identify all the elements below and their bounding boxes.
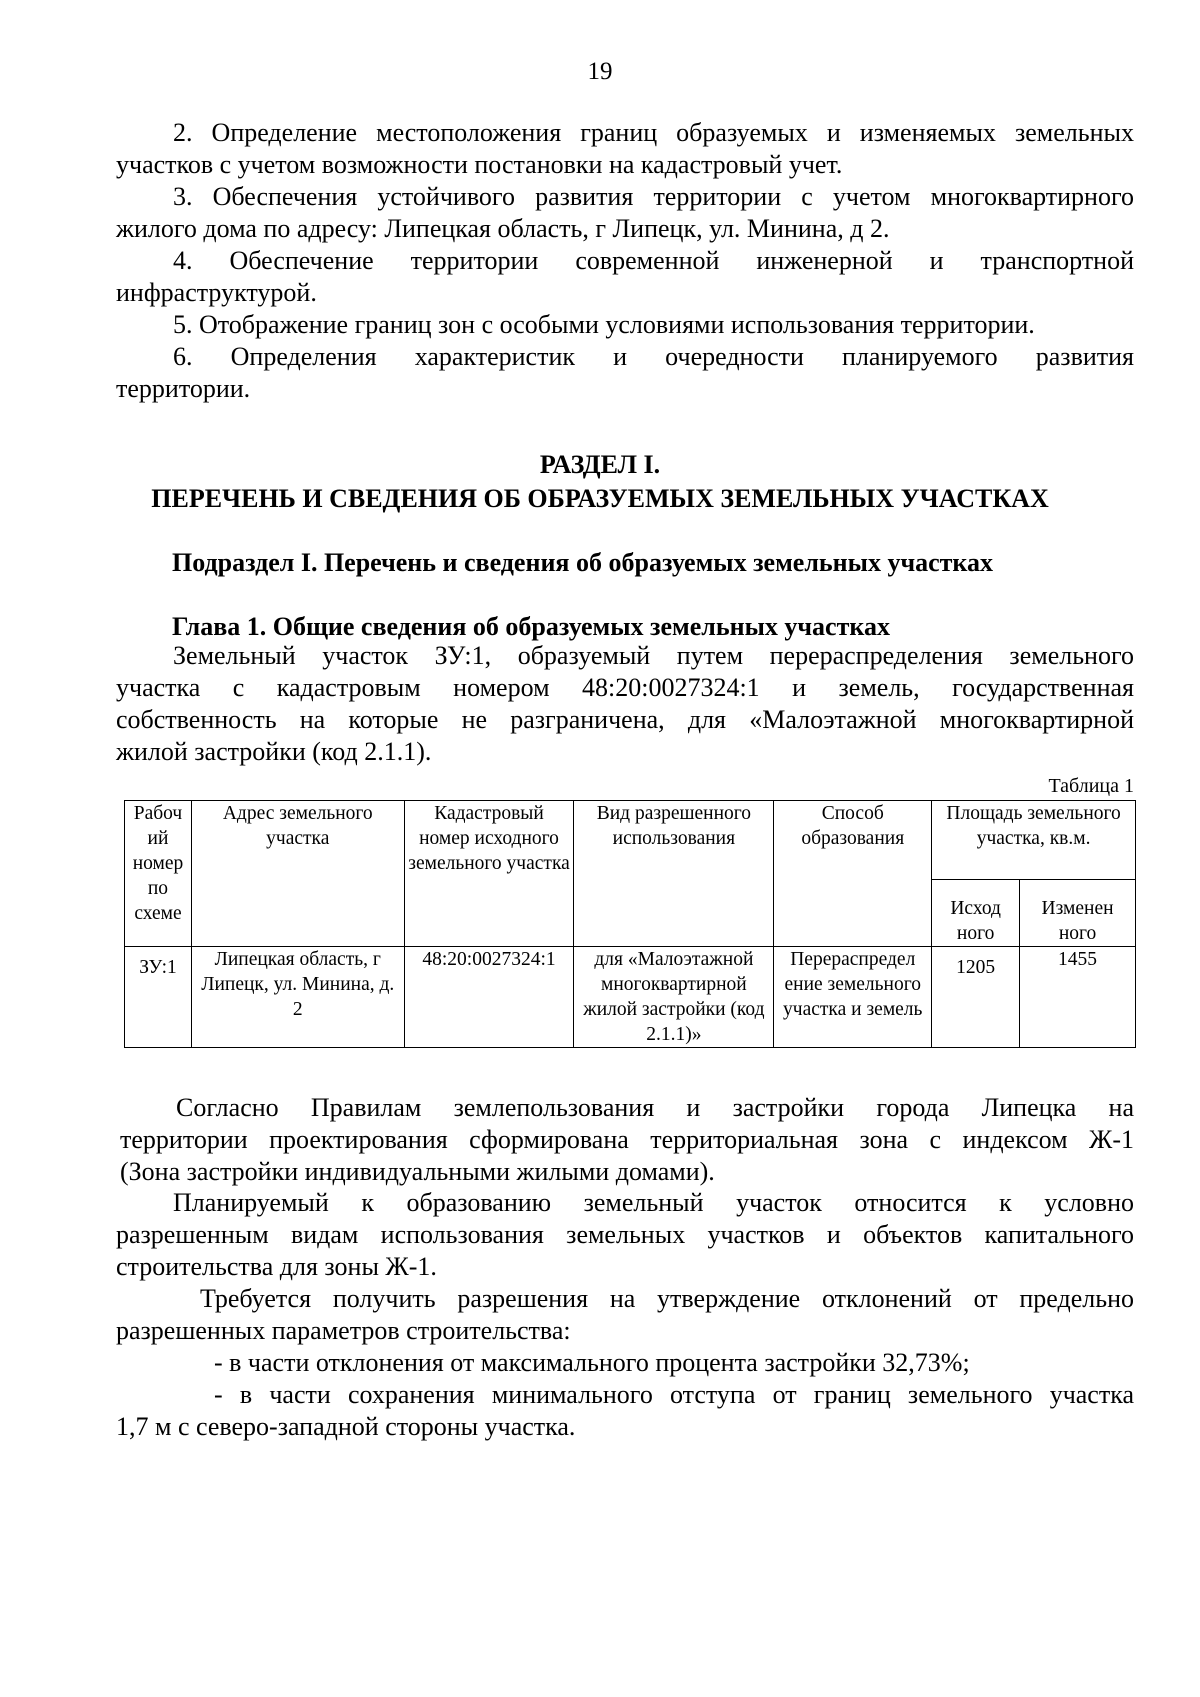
list-line: 6. Определения характеристик и очередности планируемого развития: [173, 342, 1134, 371]
permitted-use-paragraph: [116, 1187, 1134, 1283]
section-number: РАЗДЕЛ I.: [539, 450, 661, 479]
deviation-paragraph: [116, 1283, 1134, 1443]
paragraph-line: разрешенным видам использования земельных участков и объектов капитального: [116, 1220, 1134, 1249]
cell-address: Липецкая область, г Липецк, ул. Минина, д. 2: [191, 947, 404, 1048]
header-area: Площадь земельного участка, кв.м.: [932, 801, 1136, 880]
paragraph-line: строительства для зоны Ж-1.: [116, 1252, 437, 1281]
paragraph-line: участка с кадастровым номером 48:20:0027324:1 и земель, государственная: [116, 673, 1134, 702]
zoning-paragraph: [120, 1092, 1134, 1188]
header-area-new: Изменен ного: [1020, 880, 1136, 947]
list-line: территории.: [116, 374, 251, 403]
paragraph-line: Земельный участок ЗУ:1, образуемый путем перераспределения земельного: [173, 641, 1134, 670]
section-title: ПЕРЕЧЕНЬ И СВЕДЕНИЯ ОБ ОБРАЗУЕМЫХ ЗЕМЕЛЬНЫХ УЧАСТКАХ: [151, 484, 1049, 513]
paragraph-line: жилой застройки (код 2.1.1).: [116, 737, 432, 766]
header-cadastral: Кадастровый номер исходного земельного участка: [404, 801, 574, 947]
header-method: Способ образования: [774, 801, 932, 947]
paragraph-line: Требуется получить разрешения на утверждение отклонений от предельно: [200, 1284, 1134, 1313]
list-line: участков с учетом возможности постановки на кадастровый учет.: [116, 150, 843, 179]
header-area-orig: Исход ного: [932, 880, 1020, 947]
intro-paragraph: [116, 640, 1134, 768]
bullet-item: - в части отклонения от максимального процента застройки 32,73%;: [214, 1348, 970, 1377]
cell-method: Перераспредел ение земельного участка и земель: [774, 947, 932, 1048]
page-number: 19: [587, 58, 613, 85]
chapter-title: Глава 1. Общие сведения об образуемых земельных участках: [172, 612, 890, 641]
paragraph-line: 1,7 м с северо-западной стороны участка.: [116, 1412, 576, 1441]
list-line: жилого дома по адресу: Липецкая область, г Липецк, ул. Минина, д 2.: [116, 214, 890, 243]
list-line: 5. Отображение границ зон с особыми условиями использования территории.: [173, 310, 1035, 339]
subsection-title: Подраздел I. Перечень и сведения об образуемых земельных участках: [172, 548, 994, 577]
paragraph-line: Планируемый к образованию земельный участок относится к условно: [173, 1188, 1134, 1217]
table-row: [125, 947, 1136, 1048]
list-line: 2. Определение местоположения границ образуемых и изменяемых земельных: [173, 118, 1134, 147]
paragraph-line: Согласно Правилам землепользования и застройки города Липецка на: [176, 1093, 1134, 1122]
header-use: Вид разрешенного использования: [574, 801, 774, 947]
bullet-item: - в части сохранения минимального отступа от границ земельного участка: [214, 1380, 1134, 1409]
list-line: 4. Обеспечение территории современной инженерной и транспортной: [173, 246, 1134, 275]
header-num: Рабоч ий номер по схеме: [125, 801, 192, 947]
cell-area-new: 1455: [1020, 947, 1136, 1048]
cell-num: ЗУ:1: [125, 947, 192, 1048]
list-line: 3. Обеспечения устойчивого развития территории с учетом многоквартирного: [173, 182, 1134, 211]
list-line: инфраструктурой.: [116, 278, 317, 307]
paragraph-line: (Зона застройки индивидуальными жилыми домами).: [120, 1157, 715, 1186]
cell-use: для «Малоэтажной многоквартирной жилой застройки (код 2.1.1)»: [574, 947, 774, 1048]
paragraph-line: собственность на которые не разграничена, для «Малоэтажной многоквартирной: [116, 705, 1134, 734]
paragraph-line: разрешенных параметров строительства:: [116, 1316, 571, 1345]
table-caption: Таблица 1: [1048, 775, 1134, 797]
cell-area-orig: 1205: [932, 947, 1020, 1048]
land-plot-table: [124, 800, 1136, 1048]
header-address: Адрес земельного участка: [191, 801, 404, 947]
list-item: [116, 117, 1134, 405]
paragraph-line: территории проектирования сформирована территориальная зона с индексом Ж-1: [120, 1125, 1134, 1154]
table-header-row: [125, 801, 1136, 880]
cell-cadastral: 48:20:0027324:1: [404, 947, 574, 1048]
